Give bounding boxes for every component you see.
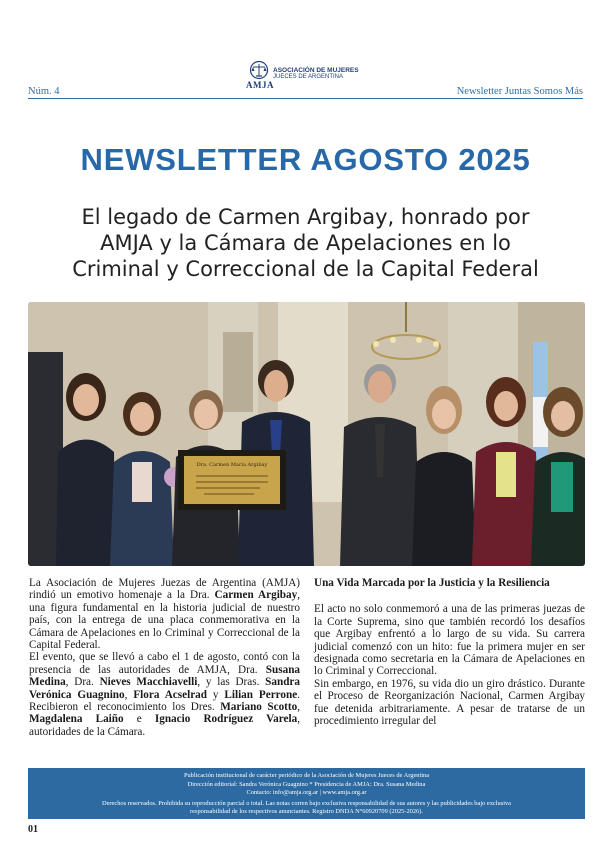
person-name: Mariano Scotto (220, 701, 298, 714)
logo-name-line2: JUECES DE ARGENTINA (273, 74, 344, 80)
person-name: Lilian Perrone (224, 688, 298, 701)
plaque-title: Dra. Carmen María Argibay (196, 462, 268, 468)
text-run: , y las Dras. (197, 676, 260, 689)
text-run: El evento, que se llevó a cabo el 1 de agosto, contó con la presencia de las autoridades de AMJA, Dra. (29, 651, 300, 676)
section-heading: Una Vida Marcada por la Justicia y la Resiliencia (314, 577, 550, 589)
article-headline (30, 204, 581, 282)
issue-number: Núm. 4 (28, 86, 60, 97)
text-run: , (297, 701, 301, 714)
text-run: , Dra. (65, 676, 94, 689)
person-name: Sandra Verónica Guagnino (29, 676, 300, 701)
footer-line: Publicación institucional de carácter periódico de la Asociación de Mujeres Jueces de Argentina (183, 772, 430, 779)
text-run: La Asociación de Mujeres Juezas de Argentina (AMJA) rindió un emotivo homenaje a la Dra. (29, 577, 300, 602)
article-paragraph (29, 651, 300, 738)
headline-line: Criminal y Correccional de la Capital Federal (72, 257, 539, 281)
article-column-right (314, 577, 585, 727)
footer-line: Derechos reservados. Prohibida su reproducción parcial o total. Las notas corren bajo exclusiva responsabilidad de sus autores y las publicidades bajo exclusiva (101, 799, 512, 807)
logo-abbr: AMJA (246, 80, 274, 90)
footer-line: responsabilidad de los respectivos anunciantes. Registro DNDA N°60920709 (2025-2026). (190, 808, 423, 815)
page-title: NEWSLETTER AGOSTO 2025 (80, 142, 531, 177)
footer-box (28, 768, 585, 819)
article-paragraph: Sin embargo, en 1976, su vida dio un giro drástico. Durante el Proceso de Reorganización Nacional, Carmen Argibay fue detenida arbitrariamente. A pesar de tratarse de un procedimiento irregular del (314, 677, 585, 728)
text-run: y (212, 688, 219, 701)
person-name: Flora Acselrad (133, 688, 207, 701)
scales-of-justice-icon (248, 61, 270, 81)
footer-line: Dirección editorial: Sandra Verónica Guagnino * Presidencia de AMJA: Dra. Susana Medina (187, 780, 426, 788)
person-name: Nieves Macchiavelli (99, 676, 198, 689)
footer-contact: Contacto: info@amja.org.ar | www.amja.org.ar (246, 789, 367, 796)
person-name: Susana Medina (29, 663, 301, 689)
headline-line: AMJA y la Cámara de Apelaciones en lo (100, 231, 511, 255)
article-paragraph: El acto no solo conmemoró a una de las primeras juezas de la Corte Suprema, sino que también recordó los desafíos que Argibay enfrentó a lo largo de su vida. Su carrera judicial comenzó con un hito: fue la primera mujer en ser designada como secretaria en la Cámara de Apelaciones en lo Criminal y Correccional. (314, 603, 585, 678)
group-photo-illustration (28, 302, 585, 566)
text-run: e (136, 713, 142, 726)
event-photo (28, 302, 585, 566)
logo-name-line1: ASOCIACIÓN DE MUJERES (273, 67, 359, 74)
header-bar (28, 86, 583, 99)
text-run: , autoridades de la Cámara. (29, 713, 300, 738)
article-paragraph (29, 577, 300, 651)
newsletter-name: Newsletter Juntas Somos Más (456, 86, 583, 97)
article-column-left (29, 577, 300, 738)
person-name: Ignacio Rodríguez Varela (154, 713, 298, 726)
text-run: . Recibieron el reconocimiento los Dres. (29, 688, 301, 714)
person-name: Magdalena Laiño (29, 713, 124, 726)
text-run: , (124, 688, 128, 701)
text-run: , una figura fundamental en la historia judicial de nuestro país, con la entrega de una placa conmemorativa en la Cámara de Apelaciones en lo Criminal y Correccional de la Capital Federal. (29, 589, 301, 652)
person-name: Carmen Argibay (214, 589, 298, 602)
page-number: 01 (28, 824, 38, 835)
headline-line: El legado de Carmen Argibay, honrado por (81, 205, 530, 229)
